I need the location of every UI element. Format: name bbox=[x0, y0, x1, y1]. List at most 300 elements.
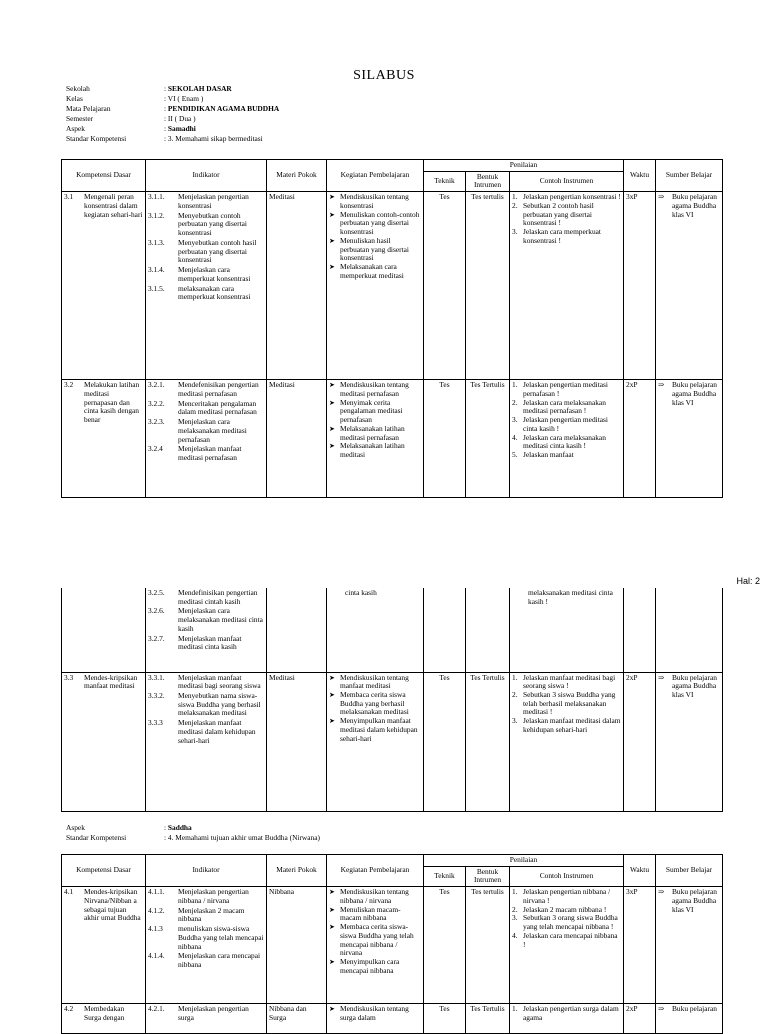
activity-text: Menyimpulkan cara mencapai nibbana bbox=[340, 957, 400, 975]
arrowhead-bullet-icon: ➤ bbox=[329, 381, 335, 390]
activity-item bbox=[329, 906, 421, 923]
instrument-number: 1. bbox=[512, 1004, 518, 1014]
cell-indikator bbox=[146, 588, 267, 672]
cell-kompetensi-dasar bbox=[62, 672, 146, 811]
info-key: Sekolah bbox=[66, 84, 90, 93]
source-text: Buku pelajaran agama Buddha klas VI bbox=[672, 887, 717, 914]
indicator-item bbox=[148, 418, 264, 444]
activity-list bbox=[329, 1005, 421, 1022]
indicator-item bbox=[148, 381, 264, 398]
indicator-text: Menjelaskan cara memperkuat konsentrasi bbox=[178, 265, 251, 283]
indicator-text: Menjelaskan pengertian konsentrasi bbox=[178, 192, 249, 210]
indicator-list bbox=[148, 381, 264, 463]
info-value: : 4. Memahami tujuan akhir umat Buddha (Nirwana) bbox=[164, 833, 320, 843]
header-materi-pokok: Materi Pokok bbox=[267, 160, 327, 192]
indicator-text: Menyebutkan contoh hasil perbuatan yang disertai konsentrasi bbox=[178, 237, 257, 265]
indicator-list bbox=[148, 1005, 264, 1022]
info-value: : VI ( Enam ) bbox=[164, 94, 204, 104]
header-penilaian: Penilaian bbox=[424, 160, 624, 172]
indicator-number: 3.2.1. bbox=[148, 380, 165, 390]
indicator-item bbox=[148, 952, 264, 969]
cell-bentuk bbox=[466, 588, 510, 672]
indicator-number: 3.1.1. bbox=[148, 192, 165, 202]
cell-indikator bbox=[146, 672, 267, 811]
kd-number: 3.1 bbox=[64, 192, 74, 202]
source-item bbox=[658, 674, 720, 700]
header-bentuk: Bentuk Intrumen bbox=[466, 866, 510, 886]
instrument-item bbox=[512, 1005, 621, 1022]
info-key: Mata Pelajaran bbox=[66, 104, 111, 114]
instrument-text: Sebutkan 3 orang siswa Buddha yang telah mencapai nibbana ! bbox=[523, 913, 618, 932]
cell-teknik: Tes bbox=[424, 380, 466, 498]
kd-number: 3.2 bbox=[64, 380, 74, 390]
header-teknik: Teknik bbox=[424, 171, 466, 191]
arrow-right-icon: ⇒ bbox=[658, 672, 665, 682]
cell-sumber bbox=[656, 192, 723, 380]
header-kompetensi-dasar: Kompetensi Dasar bbox=[62, 855, 146, 887]
indicator-item bbox=[148, 589, 264, 606]
cell-materi: Meditasi bbox=[267, 672, 327, 811]
table-row bbox=[62, 192, 723, 380]
arrowhead-bullet-icon: ➤ bbox=[329, 236, 335, 245]
cell-contoh bbox=[510, 672, 624, 811]
indicator-item bbox=[148, 607, 264, 633]
cell-sumber bbox=[656, 588, 723, 672]
info-row bbox=[66, 134, 279, 144]
header-materi-pokok: Materi Pokok bbox=[267, 855, 327, 887]
header-penilaian: Penilaian bbox=[424, 855, 624, 867]
activity-item bbox=[329, 381, 421, 398]
info-key: Aspek bbox=[66, 124, 85, 134]
cell-bentuk: Tes tertulis bbox=[466, 887, 510, 1004]
cell-kegiatan bbox=[327, 588, 424, 672]
instrument-item bbox=[512, 416, 621, 433]
table-row bbox=[62, 1004, 723, 1034]
table-row bbox=[62, 588, 723, 672]
info-row bbox=[66, 124, 279, 134]
indicator-item bbox=[148, 445, 264, 462]
activity-text: Membaca cerita siswa Buddha yang berhasil melaksanakan meditasi bbox=[340, 689, 409, 717]
source-text: Buku pelajaran agama Buddha klas VI bbox=[672, 672, 717, 699]
instrument-text: Jelaskan manfaat bbox=[523, 450, 574, 460]
info-row bbox=[66, 84, 279, 94]
cell-waktu: 2xP bbox=[624, 1004, 656, 1034]
cell-sumber bbox=[656, 380, 723, 498]
header-indikator: Indikator bbox=[146, 855, 267, 887]
kompetensi-item bbox=[64, 1005, 143, 1022]
instrument-item bbox=[512, 381, 621, 398]
instrument-text: Jelaskan pengertian surga dalam agama bbox=[523, 1004, 619, 1022]
instrument-item bbox=[512, 717, 621, 734]
arrowhead-bullet-icon: ➤ bbox=[329, 1005, 335, 1014]
activity-text: Melaksanakan latihan meditasi pernafasan bbox=[340, 423, 405, 442]
arrow-right-icon: ⇒ bbox=[658, 887, 665, 897]
indicator-item bbox=[148, 635, 264, 652]
instrument-item bbox=[512, 434, 621, 451]
info-block bbox=[66, 84, 279, 145]
instrument-item bbox=[512, 451, 621, 460]
instrument-number: 3. bbox=[512, 716, 518, 726]
source-text: Buku pelajaran agama Buddha klas VI bbox=[672, 380, 717, 407]
header-indikator: Indikator bbox=[146, 160, 267, 192]
info-value: : II ( Dua ) bbox=[164, 114, 196, 124]
activity-text: Menuliskan hasil perbuatan yang disertai konsentrasi bbox=[340, 235, 409, 263]
instrument-text: Jelaskan manfaat meditasi dalam kehidupan sehari-hari bbox=[523, 716, 621, 734]
kd-text: Mengenali peran konsentrasi dalam kegiatan sehari-hari bbox=[84, 192, 143, 219]
indicator-item bbox=[148, 907, 264, 924]
indicator-item bbox=[148, 266, 264, 283]
indicator-item bbox=[148, 400, 264, 417]
indicator-number: 4.1.4. bbox=[148, 951, 165, 961]
indicator-item bbox=[148, 212, 264, 238]
syllabus-table-3 bbox=[61, 854, 723, 1034]
indicator-text: Mendefinisikan pengertian meditasi cintah kasih bbox=[178, 588, 258, 606]
info-value-text: II ( Dua ) bbox=[167, 114, 196, 124]
indicator-item bbox=[148, 925, 264, 951]
info-value-text: VI ( Enam ) bbox=[167, 94, 204, 104]
cell-kompetensi-dasar bbox=[62, 588, 146, 672]
arrowhead-bullet-icon: ➤ bbox=[329, 888, 335, 897]
arrowhead-bullet-icon: ➤ bbox=[329, 424, 335, 433]
source-item bbox=[658, 1005, 720, 1014]
instrument-list bbox=[512, 1005, 621, 1022]
indicator-number: 3.3.1. bbox=[148, 672, 165, 682]
activity-item bbox=[329, 442, 421, 459]
info-value-text: Samadhi bbox=[167, 124, 196, 134]
instrument-item bbox=[512, 674, 621, 691]
header-sumber: Sumber Belajar bbox=[656, 160, 723, 192]
instrument-text: Sebutkan 3 siswa Buddha yang telah berhasil melaksanakan meditasi ! bbox=[523, 689, 616, 717]
indicator-number: 3.2.3. bbox=[148, 417, 165, 427]
kompetensi-item bbox=[64, 193, 143, 219]
indicator-number: 4.1.2. bbox=[148, 905, 165, 915]
arrow-right-icon: ⇒ bbox=[658, 192, 665, 202]
indicator-text: Mendefenisikan pengertian meditasi pernafasan bbox=[178, 380, 259, 398]
instrument-text: Jelaskan cara mencapai nibbana ! bbox=[523, 930, 618, 949]
indicator-number: 4.1.1. bbox=[148, 887, 165, 897]
instrument-list bbox=[512, 888, 621, 949]
kd-text: Membedakan Surga dengan bbox=[84, 1004, 125, 1022]
indicator-text: Menjelaskan pengertian surga bbox=[178, 1004, 249, 1022]
instrument-number: 2. bbox=[512, 689, 518, 699]
instrument-text: Jelaskan pengertian konsentrasi ! bbox=[523, 192, 621, 202]
instrument-text: Jelaskan manfaat meditasi bagi seorang siswa ! bbox=[523, 672, 616, 691]
indicator-text: Menjelaskan manfaat meditasi bagi seorang siswa bbox=[178, 672, 261, 691]
activity-text: Mendiskusikan tentang konsentrasi bbox=[340, 192, 409, 210]
info-value-text: 3. Memahami sikap bermeditasi bbox=[167, 134, 263, 144]
header-contoh: Contoh Instrumen bbox=[510, 866, 624, 886]
indicator-item bbox=[148, 888, 264, 905]
cell-waktu bbox=[624, 588, 656, 672]
indicator-number: 3.1.2. bbox=[148, 210, 165, 220]
instrument-text: Jelaskan cara melaksanakan meditasi pernafasan ! bbox=[523, 397, 606, 416]
cell-materi: Meditasi bbox=[267, 380, 327, 498]
cell-indikator bbox=[146, 887, 267, 1004]
cell-kompetensi-dasar bbox=[62, 1004, 146, 1034]
indicator-item bbox=[148, 285, 264, 302]
kompetensi-item bbox=[64, 381, 143, 425]
cell-waktu: 3xP bbox=[624, 192, 656, 380]
instrument-text: Jelaskan pengertian meditasi pernafasan ! bbox=[523, 380, 608, 398]
header-contoh: Contoh Instrumen bbox=[510, 171, 624, 191]
instrument-number: 3. bbox=[512, 415, 518, 425]
cell-waktu: 2xP bbox=[624, 380, 656, 498]
instrument-text: melaksanakan meditasi cinta kasih ! bbox=[528, 588, 613, 606]
cell-indikator bbox=[146, 380, 267, 498]
cell-indikator bbox=[146, 1004, 267, 1034]
arrowhead-bullet-icon: ➤ bbox=[329, 442, 335, 451]
info-value: : PENDIDIKAN AGAMA BUDDHA bbox=[164, 104, 280, 114]
info-row bbox=[66, 833, 320, 843]
arrowhead-bullet-icon: ➤ bbox=[329, 905, 335, 914]
cell-kompetensi-dasar bbox=[62, 380, 146, 498]
info-value: : SEKOLAH DASAR bbox=[164, 84, 232, 93]
instrument-text: Jelaskan cara memperkuat konsentrasi ! bbox=[523, 227, 601, 245]
indicator-text: Menjelaskan manfaat meditasi pernafasan bbox=[178, 444, 242, 463]
cell-kegiatan bbox=[327, 1004, 424, 1034]
activity-item bbox=[329, 399, 421, 425]
indicator-list bbox=[148, 193, 264, 302]
cell-bentuk: Tes Tertulis bbox=[466, 380, 510, 498]
cell-waktu: 3xP bbox=[624, 887, 656, 1004]
indicator-number: 3.3.2. bbox=[148, 690, 165, 700]
instrument-item bbox=[512, 914, 621, 931]
activity-text: Membaca cerita siswa-siswa Buddha yang telah mencapai nibbana / nirvana bbox=[340, 922, 414, 958]
indicator-item bbox=[148, 239, 264, 265]
header-kompetensi-dasar: Kompetensi Dasar bbox=[62, 160, 146, 192]
activity-item bbox=[329, 237, 421, 263]
indicator-text: Menjelaskan cara melaksanakan meditasi pernafasan bbox=[178, 417, 247, 444]
activity-list bbox=[329, 888, 421, 975]
source-item bbox=[658, 193, 720, 219]
activity-text: Mendiskusikan tentang nibbana / nirvana bbox=[340, 887, 409, 905]
arrowhead-bullet-icon: ➤ bbox=[329, 690, 335, 699]
activity-item bbox=[329, 691, 421, 717]
indicator-item bbox=[148, 674, 264, 691]
info-value-text: 4. Memahami tujuan akhir umat Buddha (Nirwana) bbox=[167, 833, 320, 843]
cell-teknik: Tes bbox=[424, 192, 466, 380]
activity-item bbox=[329, 958, 421, 975]
arrowhead-bullet-icon: ➤ bbox=[329, 958, 335, 967]
kd-number: 4.2 bbox=[64, 1004, 74, 1014]
activity-list bbox=[329, 674, 421, 744]
table-row bbox=[62, 887, 723, 1004]
arrowhead-bullet-icon: ➤ bbox=[329, 263, 335, 272]
activity-text: Mendiskusikan tentang meditasi pernafasan bbox=[340, 380, 409, 398]
instrument-number: 5. bbox=[512, 450, 518, 460]
indicator-text: Menjelaskan manfaat meditasi dalam kehidupan sehari-hari bbox=[178, 718, 256, 745]
activity-item bbox=[329, 674, 421, 691]
activity-item bbox=[329, 425, 421, 442]
activity-item bbox=[329, 923, 421, 958]
instrument-number: 4. bbox=[512, 432, 518, 442]
instrument-item bbox=[512, 202, 621, 228]
instrument-number: 1. bbox=[512, 887, 518, 897]
activity-text: Menuliskan contoh-contoh perbuatan yang disertai konsentrasi bbox=[340, 209, 420, 237]
indicator-list bbox=[148, 589, 264, 652]
activity-text: Mendiskusikan tentang manfaat meditasi bbox=[340, 672, 409, 691]
activity-text: Melaksanakan latihan meditasi bbox=[340, 441, 405, 460]
info-block-2 bbox=[66, 823, 320, 843]
arrowhead-bullet-icon: ➤ bbox=[329, 717, 335, 726]
info-value: : Saddha bbox=[164, 823, 192, 832]
cell-contoh bbox=[510, 192, 624, 380]
indicator-text: Menyebutkan contoh perbuatan yang disertai konsentrasi bbox=[178, 210, 247, 238]
activity-text: Mendiskusikan tentang surga dalam bbox=[340, 1004, 409, 1022]
cell-bentuk: Tes tertulis bbox=[466, 192, 510, 380]
cell-kegiatan bbox=[327, 380, 424, 498]
activity-item bbox=[329, 193, 421, 210]
instrument-text: Jelaskan pengertian meditasi cinta kasih ! bbox=[523, 415, 608, 433]
cell-contoh bbox=[510, 588, 624, 672]
cell-materi: Nibbana dan Surga bbox=[267, 1004, 327, 1034]
kd-text: Melakukan latihan meditasi pernapasan dan cinta kasih dengan benar bbox=[84, 380, 140, 425]
kd-text: Mendes-kripsikan manfaat meditasi bbox=[84, 672, 138, 691]
header-sumber: Sumber Belajar bbox=[656, 855, 723, 887]
activity-text: Menuliskan macam-macam nibbana bbox=[340, 904, 401, 923]
indicator-item bbox=[148, 193, 264, 210]
instrument-number: 2. bbox=[512, 397, 518, 407]
header-bentuk: Bentuk Intrumen bbox=[466, 171, 510, 191]
instrument-number: 1. bbox=[512, 672, 518, 682]
cell-contoh bbox=[510, 1004, 624, 1034]
cell-materi: Meditasi bbox=[267, 192, 327, 380]
info-row bbox=[66, 823, 320, 833]
indicator-number: 4.1.3 bbox=[148, 924, 163, 934]
info-row bbox=[66, 94, 279, 104]
activity-text: Menyimpulkan manfaat meditasi dalam kehidupan sehari-hari bbox=[340, 716, 418, 743]
syllabus-table bbox=[61, 159, 723, 498]
cell-waktu: 2xP bbox=[624, 672, 656, 811]
header-waktu: Waktu bbox=[624, 855, 656, 887]
indicator-text: Menjelaskan 2 macam nibbana bbox=[178, 905, 245, 924]
table-row bbox=[62, 380, 723, 498]
activity-item bbox=[329, 211, 421, 237]
instrument-number: 3. bbox=[512, 227, 518, 237]
indicator-text: Menceritakan pengalaman dalam meditasi pernafasan bbox=[178, 398, 257, 417]
indicator-text: Menyebutkan nama siswa-siswa Buddha yang berhasil melaksanakan meditasi bbox=[178, 690, 261, 718]
cell-indikator bbox=[146, 192, 267, 380]
instrument-item bbox=[512, 691, 621, 717]
instrument-text: Jelaskan pengertian nibbana / nirvana ! bbox=[523, 887, 611, 905]
cell-kompetensi-dasar bbox=[62, 887, 146, 1004]
instrument-item bbox=[512, 888, 621, 905]
header-teknik: Teknik bbox=[424, 866, 466, 886]
cell-materi bbox=[267, 588, 327, 672]
cell-sumber bbox=[656, 672, 723, 811]
source-text: Buku pelajaran agama Buddha klas VI bbox=[672, 192, 717, 219]
instrument-number: 2. bbox=[512, 904, 518, 914]
cell-teknik: Tes bbox=[424, 1004, 466, 1034]
indicator-number: 3.2.7. bbox=[148, 633, 165, 643]
indicator-item bbox=[148, 719, 264, 745]
header-kegiatan: Kegiatan Pembelajaran bbox=[327, 855, 424, 887]
instrument-number: 1. bbox=[512, 380, 518, 390]
cell-sumber bbox=[656, 887, 723, 1004]
cell-kompetensi-dasar bbox=[62, 192, 146, 380]
info-value-text: SEKOLAH DASAR bbox=[167, 84, 232, 93]
indicator-number: 3.3.3 bbox=[148, 718, 163, 728]
activity-list bbox=[329, 381, 421, 460]
kd-number: 3.3 bbox=[64, 672, 74, 682]
info-value: : 3. Memahami sikap bermeditasi bbox=[164, 134, 263, 144]
kompetensi-item bbox=[64, 888, 143, 923]
cell-contoh bbox=[510, 887, 624, 1004]
kd-text: Mendes-kripsikan Nirvana/Nibban a sebagai tujuan akhir umat Buddha bbox=[84, 887, 141, 923]
cell-sumber bbox=[656, 1004, 723, 1034]
cell-teknik: Tes bbox=[424, 672, 466, 811]
arrowhead-bullet-icon: ➤ bbox=[329, 210, 335, 219]
instrument-list bbox=[512, 674, 621, 735]
indicator-text: Menjelaskan cara mencapai nibbana bbox=[178, 951, 261, 970]
info-value-text: Saddha bbox=[167, 823, 192, 832]
activity-text: Melaksanakan cara memperkuat meditasi bbox=[340, 262, 404, 280]
syllabus-table-continued bbox=[61, 588, 723, 812]
arrowhead-bullet-icon: ➤ bbox=[329, 673, 335, 682]
instrument-number: 4. bbox=[512, 930, 518, 940]
indicator-item bbox=[148, 692, 264, 718]
cell-kegiatan bbox=[327, 672, 424, 811]
info-key: Standar Kompetensi bbox=[66, 134, 127, 144]
info-key: Aspek bbox=[66, 823, 85, 832]
indicator-list bbox=[148, 674, 264, 746]
indicator-number: 3.2.5. bbox=[148, 588, 165, 597]
arrow-right-icon: ⇒ bbox=[658, 1004, 665, 1014]
arrowhead-bullet-icon: ➤ bbox=[329, 398, 335, 407]
indicator-text: melaksanakan cara memperkuat konsentrasi bbox=[178, 283, 251, 302]
header-waktu: Waktu bbox=[624, 160, 656, 192]
page-number: Hal: 2 bbox=[736, 576, 760, 586]
indicator-number: 3.1.4. bbox=[148, 265, 165, 275]
instrument-item bbox=[512, 932, 621, 949]
indicator-text: Menjelaskan pengertian nibbana / nirvana bbox=[178, 887, 249, 905]
indicator-list bbox=[148, 888, 264, 970]
arrow-right-icon: ⇒ bbox=[658, 380, 665, 390]
indicator-text: Menjelaskan cara melaksanakan meditasi cinta kasih bbox=[178, 606, 263, 633]
source-item bbox=[658, 381, 720, 407]
indicator-text: menuliskan siswa-siswa Buddha yang telah mencapai nibbana bbox=[178, 924, 264, 951]
activity-text: cinta kasih bbox=[345, 588, 377, 597]
instrument-number: 1. bbox=[512, 192, 518, 202]
indicator-item bbox=[148, 1005, 264, 1022]
activity-item bbox=[329, 717, 421, 743]
indicator-number: 3.1.3. bbox=[148, 237, 165, 247]
info-key: Kelas bbox=[66, 94, 83, 104]
header-kegiatan: Kegiatan Pembelajaran bbox=[327, 160, 424, 192]
indicator-number: 4.2.1. bbox=[148, 1004, 165, 1014]
instrument-item bbox=[512, 399, 621, 416]
instrument-item bbox=[512, 228, 621, 245]
activity-item bbox=[329, 263, 421, 280]
activity-text: Menyimak cerita pengalaman meditasi pernafasan bbox=[340, 397, 403, 425]
indicator-number: 3.1.5. bbox=[148, 283, 165, 293]
instrument-list bbox=[512, 381, 621, 460]
source-text: Buku pelajaran bbox=[672, 1004, 717, 1014]
info-value: : Samadhi bbox=[164, 124, 196, 134]
info-row bbox=[66, 114, 279, 124]
kompetensi-item bbox=[64, 674, 143, 691]
info-key: Standar Kompetensi bbox=[66, 833, 127, 843]
table-row bbox=[62, 672, 723, 811]
activity-item bbox=[329, 888, 421, 905]
cell-teknik bbox=[424, 588, 466, 672]
cell-kegiatan bbox=[327, 887, 424, 1004]
activity-item bbox=[329, 1005, 421, 1022]
source-item bbox=[658, 888, 720, 914]
indicator-number: 3.2.2. bbox=[148, 398, 165, 408]
arrowhead-bullet-icon: ➤ bbox=[329, 193, 335, 202]
instrument-text: Jelaskan 2 macam nibbana ! bbox=[523, 904, 607, 914]
